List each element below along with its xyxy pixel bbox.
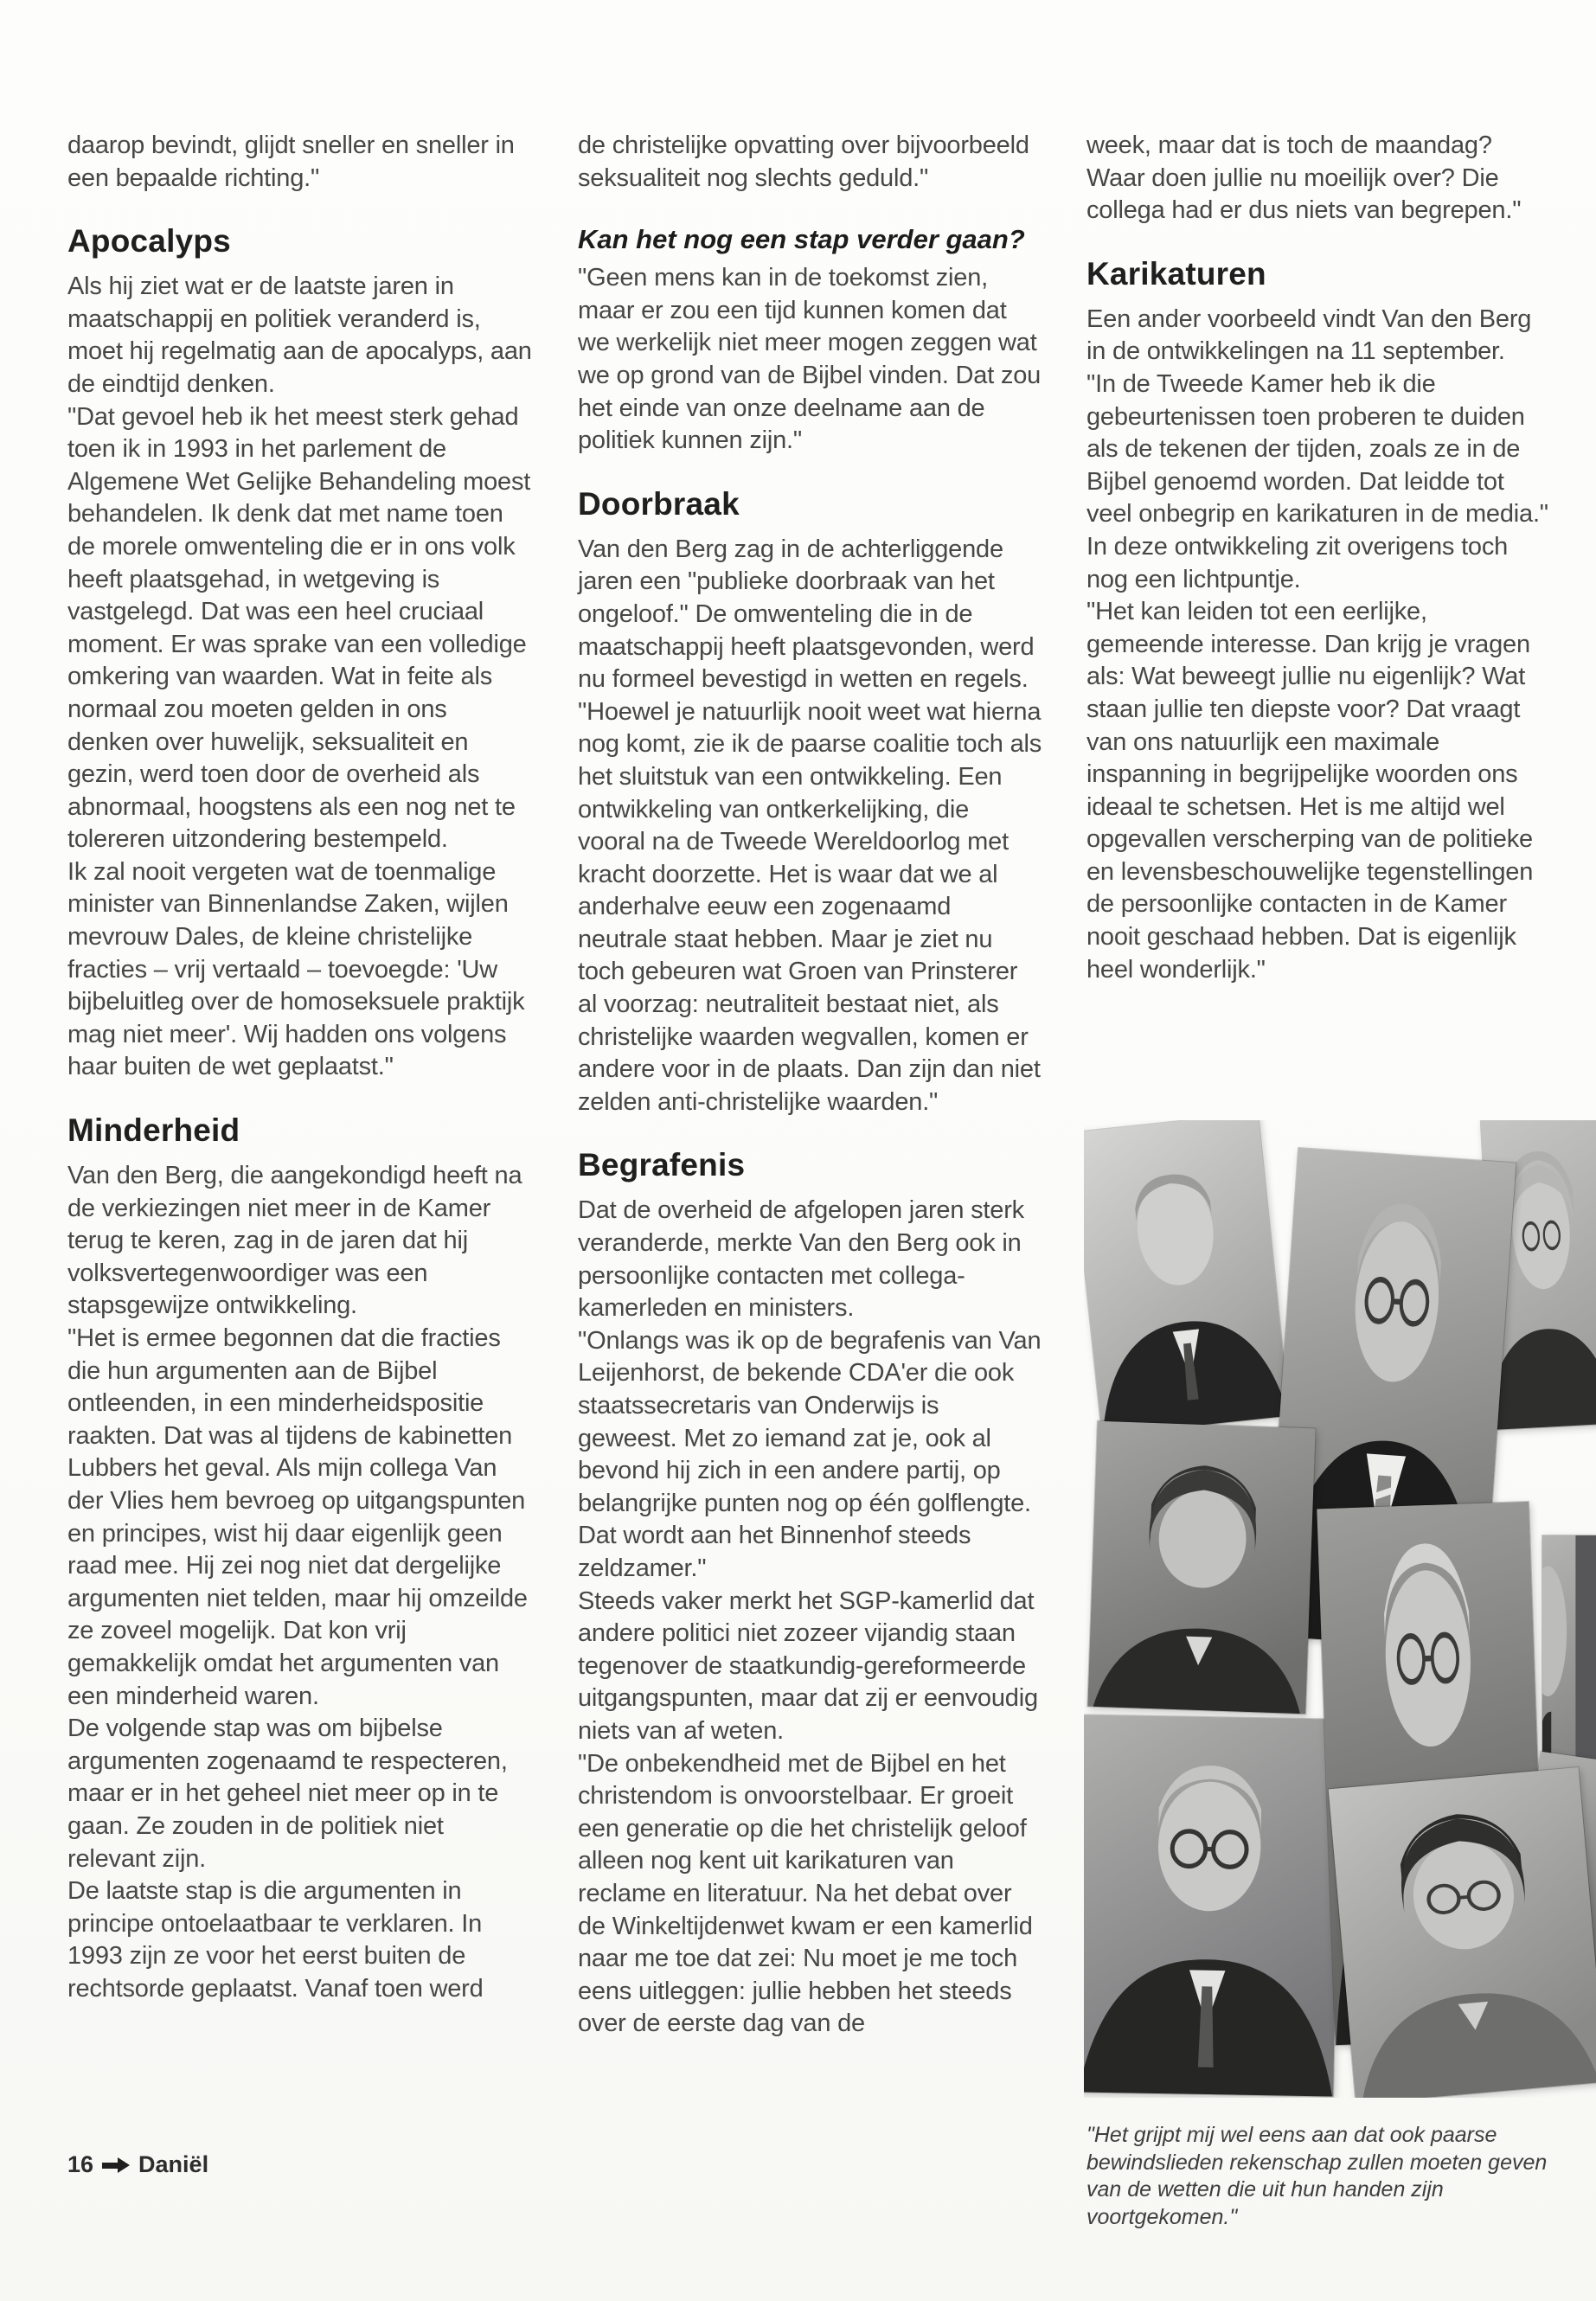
photo-collage	[1084, 1120, 1596, 2098]
paragraph: De volgende stap was om bijbelse argumenten zogenaamd te respecteren, maar er in het geheel niet meer op in te gaan. Ze zouden in de politiek niet relevant zijn.	[67, 1715, 508, 1873]
paragraph: Steeds vaker merkt het SGP-kamerlid dat andere politici niet zozeer vijandig staan tegenover de staatkundig-gereformeerde uitgangspunten, maar dat zij er eenvoudig niets van af weten.	[578, 1586, 1038, 1745]
person-silhouette	[1084, 1715, 1340, 2096]
photo-caption: "Het grijpt mij wel eens aan dat ook paarse bewindslieden rekenschap zullen moeten geven van de wetten die uit hun handen zijn voortgekomen."	[1086, 2123, 1548, 2229]
paragraph: In deze ontwikkeling zit overigens toch nog een lichtpuntje.	[1086, 532, 1509, 593]
person-silhouette	[1084, 1120, 1290, 1435]
portrait-photo-8	[1329, 1767, 1596, 2098]
text-column-1	[67, 130, 532, 2005]
section-heading-karikaturen: Karikaturen	[1086, 255, 1266, 292]
right-arrow-icon	[102, 2157, 130, 2173]
portrait-photo-1	[1084, 1120, 1290, 1435]
paragraph: "In de Tweede Kamer heb ik die gebeurtenissen toen proberen te duiden als de tekenen der tijden, zoals ze in de Bijbel genoemd worden. Dat leidde tot veel onbegrip en karikaturen in de media."	[1086, 369, 1548, 529]
paragraph: "Het is ermee begonnen dat die fracties die hun argumenten aan de Bijbel ontleenden, in een minderheidspositie raakten. Dat was al tijdens de kabinetten Lubbers het geval. Als mijn collega Van der Vlies hem bevroeg op uitgangspunten en principes, wist hij daar eigenlijk geen raad mee. Hij zei nog niet dat dergelijke argumenten niet telden, maar hij omzeilde ze zoveel mogelijk. Dat kon vrij gemakkelijk omdat het argumenten van een minderheid waren.	[67, 1324, 528, 1710]
paragraph: Als hij ziet wat er de laatste jaren in maatschappij en politiek veranderd is, moet hij regelmatig aan de apocalyps, aan de eindtijd denken.	[67, 272, 532, 398]
section-heading-doorbraak: Doorbraak	[578, 485, 740, 522]
portrait-photo-4	[1087, 1421, 1315, 1715]
paragraph: Ik zal nooit vergeten wat de toenmalige minister van Binnenlandse Zaken, wijlen mevrouw Dales, de kleine christelijke fracties – vrij vertaald – toevoegde: 'Uw bijbeluitleg over de homoseksuele praktijk mag niet meer'. Wij hadden ons volgens haar buiten de wet geplaatst."	[67, 857, 525, 1081]
magazine-name: Daniël	[138, 2151, 209, 2177]
paragraph: De laatste stap is die argumenten in principe ontoelaatbaar te verklaren. In 1993 zijn ze voor het eerst buiten de rechtsorde geplaatst. Vanaf toen werd	[67, 1877, 484, 2003]
section-heading-stap-verder: Kan het nog een stap verder gaan?	[578, 224, 1025, 255]
paragraph: "Dat gevoel heb ik het meest sterk gehad toen ik in 1993 in het parlement de Algemene Wet Gelijke Behandeling moest behandelen. Ik denk dat met name toen de morele omwenteling die er in ons volk heeft plaatsgehad, in wetgeving is vastgelegd. Dat was een heel cruciaal moment. Er was sprake van een volledige omkering van waarden. Wat in feite als normaal zou moeten gelden in ons denken over huwelijk, seksualiteit en gezin, werd toen door de overheid als abnormaal, hoogstens als een nog net te tolereren uitzondering bestempeld.	[67, 402, 531, 854]
paragraph: Van den Berg, die aangekondigd heeft na de verkiezingen niet meer in de Kamer terug te keren, zag in de jaren dat hij volksvertegenwoordiger was een stapsgewijze ontwikkeling.	[67, 1162, 522, 1320]
page-footer	[67, 2151, 208, 2178]
continued-paragraph: daarop bevindt, glijdt sneller en sneller in een bepaalde richting."	[67, 131, 515, 192]
section-heading-minderheid: Minderheid	[67, 1112, 240, 1149]
text-column-3	[1086, 130, 1551, 986]
paragraph: Een ander voorbeeld vindt Van den Berg in de ontwikkelingen na 11 september.	[1086, 304, 1532, 366]
person-silhouette	[1087, 1421, 1315, 1715]
paragraph: "De onbekendheid met de Bijbel en het christendom is onvoorstelbaar. Er groeit een generatie op die het christelijk geloof alleen nog kent uit karikaturen van reclame en literatuur. Na het debat over de Winkeltijdenwet kwam er een kamerlid naar me toe dat zei: Nu moet je me toch eens uitleggen: jullie hebben het steeds over de eerste dag van de	[578, 1749, 1033, 2038]
paragraph: "Onlangs was ik op de begrafenis van Van Leijenhorst, de bekende CDA'er die ook staatssecretaris van Onderwijs is geweest. Met zo iemand zat je, ook al bevond hij zich in een andere partij, op belangrijke punten nog op één golflengte. Dat wordt aan het Binnenhof steeds zeldzamer."	[578, 1326, 1042, 1582]
paragraph: "Geen mens kan in de toekomst zien, maar er zou een tijd kunnen komen dat we werkelijk niet meer mogen zeggen wat we op grond van de Bijbel vinden. Dat zou het einde van onze deelname aan de politiek kunnen zijn."	[578, 264, 1042, 455]
paragraph: "Het kan leiden tot een eerlijke, gemeende interesse. Dan krijg je vragen als: Wat beweegt jullie nu eigenlijk? Wat staan jullie ten diepste voor? Dat vraagt van ons natuurlijk een maximale inspanning in begrijpelijke woorden ons ideaal te schetsen. Het is me altijd wel opgevallen verscherping van de politieke en levensbeschouwelijke tegenstellingen de persoonlijke contacten in de Kamer nooit geschaad hebben. Dat is eigenlijk heel wonderlijk."	[1086, 598, 1534, 984]
section-heading-apocalyps: Apocalyps	[67, 223, 231, 260]
page-number: 16	[67, 2151, 94, 2177]
paragraph: "Hoewel je natuurlijk nooit weet wat hierna nog komt, zie ik de paarse coalitie toch als het sluitstuk van een ontwikkeling. Een ontwikkeling van ontkerkelijking, die vooral na de Tweede Wereldoorlog met kracht doorzette. Het is waar dat we al anderhalve eeuw een zogenaamd neutrale staat hebben. Maar je ziet nu toch gebeuren wat Groen van Prinsterer al voorzag: neutraliteit bestaat niet, als christelijke waarden wegvallen, komen er andere voor in de plaats. Dan zijn dan niet zelden anti-christelijke waarden."	[578, 697, 1042, 1116]
continued-paragraph: week, maar dat is toch de maandag? Waar doen jullie nu moeilijk over? Die collega had er dus niets van begrepen."	[1086, 131, 1522, 225]
portrait-photo-7	[1084, 1715, 1340, 2096]
continued-paragraph: de christelijke opvatting over bijvoorbeeld seksualiteit nog slechts geduld."	[578, 131, 1029, 192]
text-column-2	[578, 130, 1042, 2041]
section-heading-begrafenis: Begrafenis	[578, 1147, 746, 1183]
paragraph: Van den Berg zag in de achterliggende jaren een "publieke doorbraak van het ongeloof." De omwenteling die in de maatschappij heeft plaatsgevonden, werd nu formeel bevestigd in wetten en regels.	[578, 535, 1035, 694]
paragraph: Dat de overheid de afgelopen jaren sterk veranderde, merkte Van den Berg ook in persoonlijke contacten met collega-kamerleden en ministers.	[578, 1196, 1024, 1323]
person-silhouette	[1329, 1767, 1596, 2098]
